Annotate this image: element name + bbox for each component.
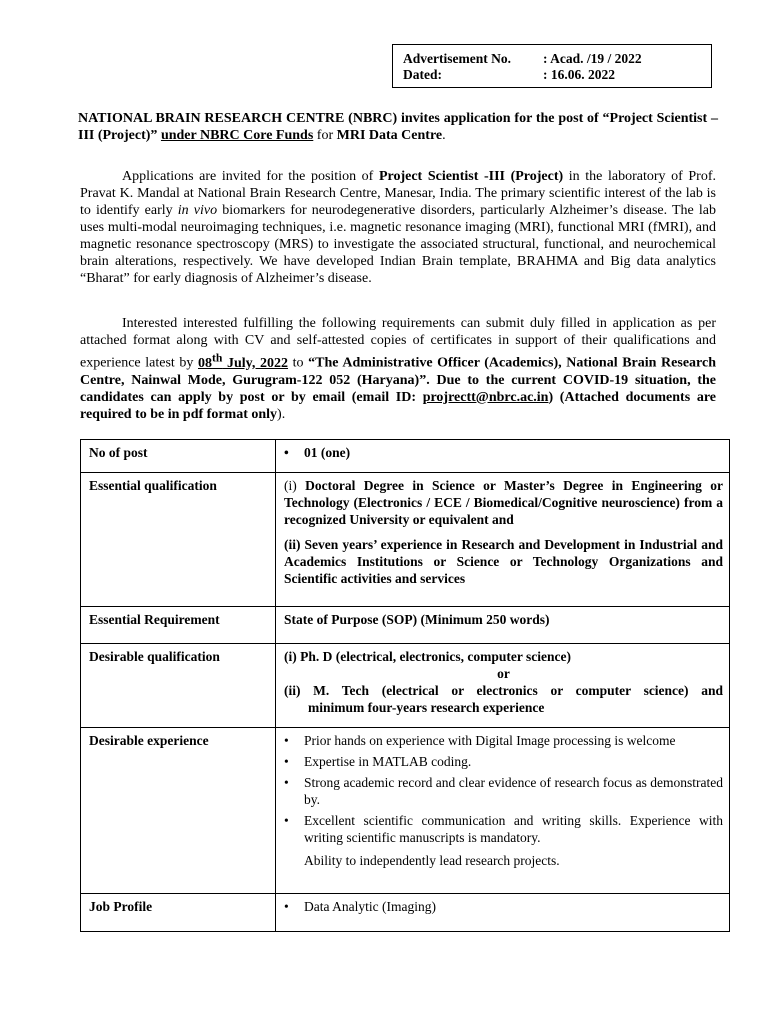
desirable-experience-label: Desirable experience xyxy=(81,728,276,894)
job-profile-value: Data Analytic (Imaging) xyxy=(304,899,436,914)
job-profile-label: Job Profile xyxy=(81,894,276,932)
desirable-experience-list xyxy=(284,732,723,846)
de-item: Strong academic record and clear evidence of research focus as demonstrated by. xyxy=(304,775,723,807)
p1-position: Project Scientist -III (Project) xyxy=(378,169,564,184)
bullet-icon: • xyxy=(284,775,289,790)
list-item xyxy=(284,732,723,749)
p2-deadline-month: July, 2022 xyxy=(222,355,289,371)
bullet-icon: • xyxy=(284,445,289,460)
p1-text5: biomarkers for neurodegenerative disorders, particularly Alzheimer’s disease. The lab uses multi-modal neuroimaging techniques, i.e. magnetic resonance imaging (MRI), functional MRI (fMRI), and magnetic resonance spectroscopy (MRS) to investigate the associated structural, functional, and neurochemical brain alterations, respectively. We have developed Indian Brain template, BRAHMA and Big data analytics “Bharat” for early diagnosis of Alzheimer’s disease. xyxy=(80,203,716,286)
no-of-post-label: No of post xyxy=(81,440,276,473)
no-of-post-cell xyxy=(276,440,730,473)
page-heading xyxy=(78,110,718,144)
dq-or: or xyxy=(497,666,510,681)
list-item xyxy=(284,774,723,808)
desirable-qualification-label: Desirable qualification xyxy=(81,644,276,728)
requirements-table xyxy=(80,439,730,932)
essential-requirement-value: State of Purpose (SOP) (Minimum 250 words) xyxy=(276,607,730,644)
bullet-icon: • xyxy=(284,733,289,748)
p2-text7: ). xyxy=(277,406,286,422)
intro-paragraph xyxy=(80,168,716,287)
advertisement-number-label: Advertisement No. xyxy=(403,51,511,66)
bullet-icon: • xyxy=(284,754,289,769)
table-row xyxy=(81,607,730,644)
p1-in-vivo: in vivo xyxy=(177,203,218,218)
list-item xyxy=(284,812,723,846)
application-paragraph xyxy=(80,315,716,423)
job-profile-line xyxy=(284,898,723,915)
no-of-post-value: 01 (one) xyxy=(304,445,351,460)
dq-item1: (i) Ph. D (electrical, electronics, computer science) xyxy=(284,649,572,664)
heading-centre: MRI Data Centre xyxy=(336,128,443,143)
p2-text6: ) (Attached documents are required to be in pdf format only xyxy=(80,389,717,422)
p2-text3: to xyxy=(288,355,309,371)
list-item xyxy=(284,753,723,770)
table-row xyxy=(81,644,730,728)
essential-qualification-cell xyxy=(276,473,730,607)
heading-part3: for xyxy=(313,128,337,143)
p2-deadline-day: 08 xyxy=(198,355,213,371)
essential-qualification-label: Essential qualification xyxy=(81,473,276,607)
bullet-icon: • xyxy=(284,899,289,914)
essential-requirement-label: Essential Requirement xyxy=(81,607,276,644)
p1-text3: in the laboratory of Prof. Pravat K. Mandal at National Brain Research Centre, Manesar, India. The primary scientific interest of the lab is to identify early xyxy=(80,169,717,218)
desirable-experience-cell xyxy=(276,728,730,894)
p2-address: “The Administrative Officer (Academics), National Brain Research Centre, Nainwal Mode, Gurugram-122 052 (Haryana)”. Due to the current COVID-19 situation, the candidates can apply by post or by email (email ID: xyxy=(80,355,716,405)
dated-label: Dated: xyxy=(403,67,442,82)
essential-qualification-item1 xyxy=(284,477,723,528)
p2-deadline-sup: th xyxy=(212,351,223,364)
desirable-qualification-cell xyxy=(276,644,730,728)
p2-deadline xyxy=(198,351,289,371)
table-row xyxy=(81,728,730,894)
dated-row xyxy=(403,67,701,83)
eq-item1-text: Doctoral Degree in Science or Master’s Degree in Engineering or Technology (Electronics / ECE / Biomedical/Cognitive neuroscience) from a recognized University or equivalent and xyxy=(284,478,723,527)
eq-item1-prefix: (i) xyxy=(284,478,306,493)
job-profile-cell xyxy=(276,894,730,932)
table-row xyxy=(81,473,730,607)
dq-item2b: minimum four-years research experience xyxy=(308,700,545,715)
bullet-icon: • xyxy=(284,813,289,828)
essential-qualification-item2: (ii) Seven years’ experience in Research and Development in Industrial and Academics Institutions or Science or Technology Organizations and Scientific activities and services xyxy=(284,537,723,586)
p1-text1: Applications are invited for the position of xyxy=(122,169,379,184)
table-row xyxy=(81,440,730,473)
table-row xyxy=(81,894,730,932)
p2-text1: Interested interested fulfilling the following requirements can submit duly filled in application as per attached format along with CV and self-attested copies of certificates in support of their qualifications and experience latest by xyxy=(80,316,716,371)
advertisement-box xyxy=(392,44,712,88)
dated-value: : 16.06. 2022 xyxy=(543,67,615,82)
no-of-post-line xyxy=(284,444,723,461)
heading-period: . xyxy=(442,128,446,143)
de-item: Excellent scientific communication and writing skills. Experience with writing scientific manuscripts is mandatory. xyxy=(304,813,723,845)
heading-funds: under NBRC Core Funds xyxy=(160,128,314,143)
advertisement-number-value: : Acad. /19 / 2022 xyxy=(543,51,642,66)
heading-part1: NATIONAL BRAIN RESEARCH CENTRE (NBRC) invites application for the post of “Project Scientist –III (Project)” xyxy=(78,111,718,143)
de-item: Prior hands on experience with Digital Image processing is welcome xyxy=(304,733,676,748)
de-item: Expertise in MATLAB coding. xyxy=(304,754,472,769)
email-link[interactable]: projrectt@nbrc.ac.in xyxy=(422,389,549,405)
dq-item2a: (ii) M. Tech (electrical or electronics or computer science) and xyxy=(284,683,723,698)
de-extra: Ability to independently lead research projects. xyxy=(304,853,560,868)
advertisement-number-row xyxy=(403,51,701,67)
